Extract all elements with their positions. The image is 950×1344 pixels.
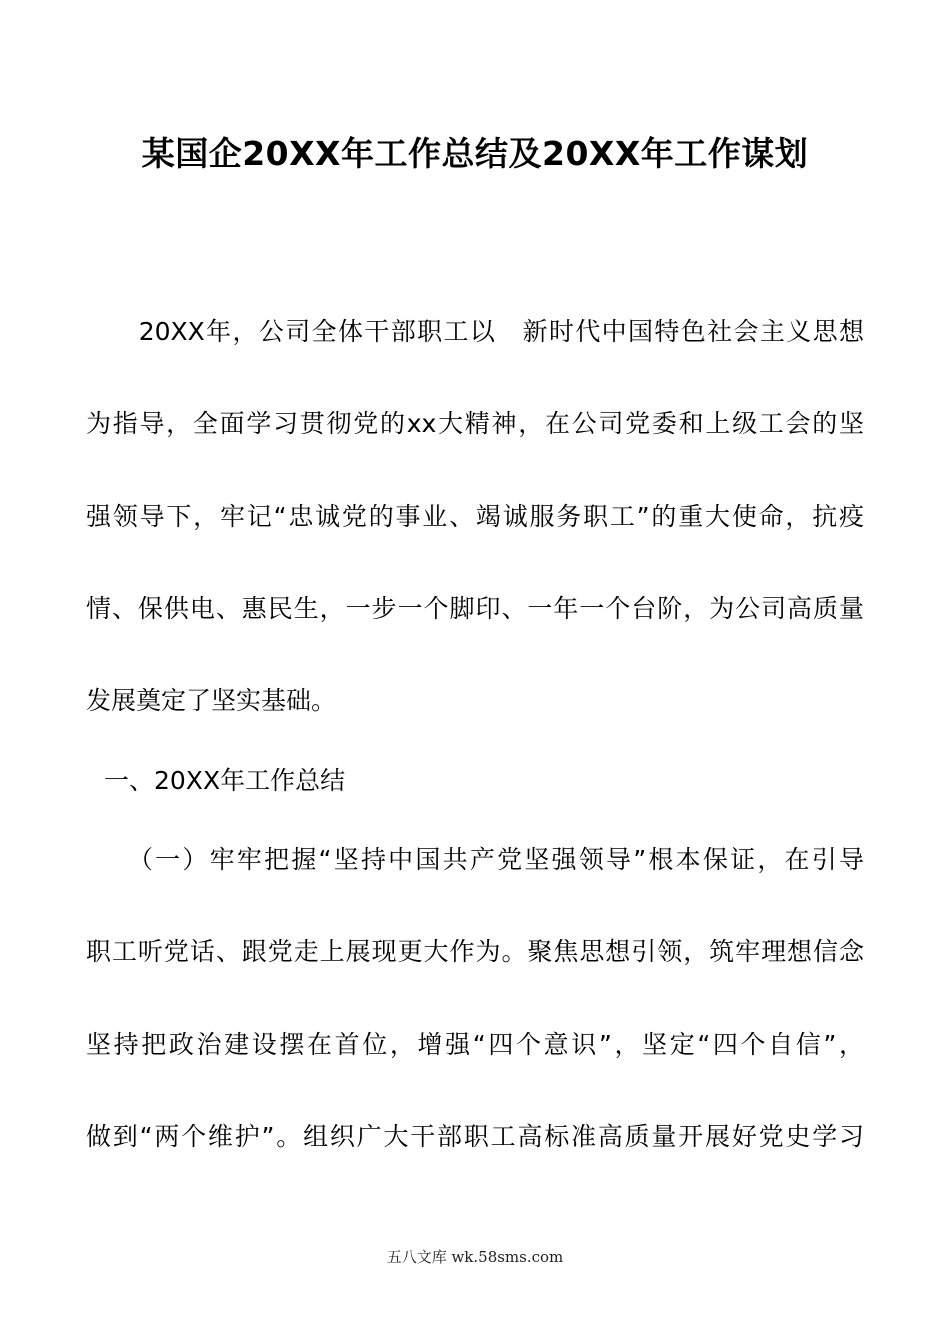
document-title: 某国企20XX年工作总结及20XX年工作谋划 — [141, 134, 809, 173]
section-heading: 一、20XX年工作总结 — [104, 766, 346, 795]
paragraph-line: （一）牢牢把握“坚持中国共产党坚强领导”根本保证，在引导 — [86, 845, 864, 874]
footer-watermark: 五八文库 wk.58sms.com — [386, 1248, 564, 1266]
paragraph-line: 强领导下，牢记“忠诚党的事业、竭诚服务职工”的重大使命，抗疫 — [86, 502, 864, 531]
paragraph-line: 发展奠定了坚实基础。 — [86, 686, 337, 715]
paragraph-line: 20XX年，公司全体干部职工以 新时代中国特色社会主义思想 — [86, 317, 864, 346]
paragraph-line: 为指导，全面学习贯彻党的xx大精神，在公司党委和上级工会的坚 — [86, 409, 864, 438]
paragraph-line: 做到“两个维护”。组织广大干部职工高标准高质量开展好党史学习 — [86, 1122, 864, 1151]
paragraph-line: 职工听党话、跟党走上展现更大作为。聚焦思想引领，筑牢理想信念 — [86, 937, 864, 966]
paragraph-line: 情、保供电、惠民生，一步一个脚印、一年一个台阶，为公司高质量 — [86, 594, 864, 623]
paragraph-line: 坚持把政治建设摆在首位，增强“四个意识”，坚定“四个自信”， — [86, 1030, 864, 1059]
